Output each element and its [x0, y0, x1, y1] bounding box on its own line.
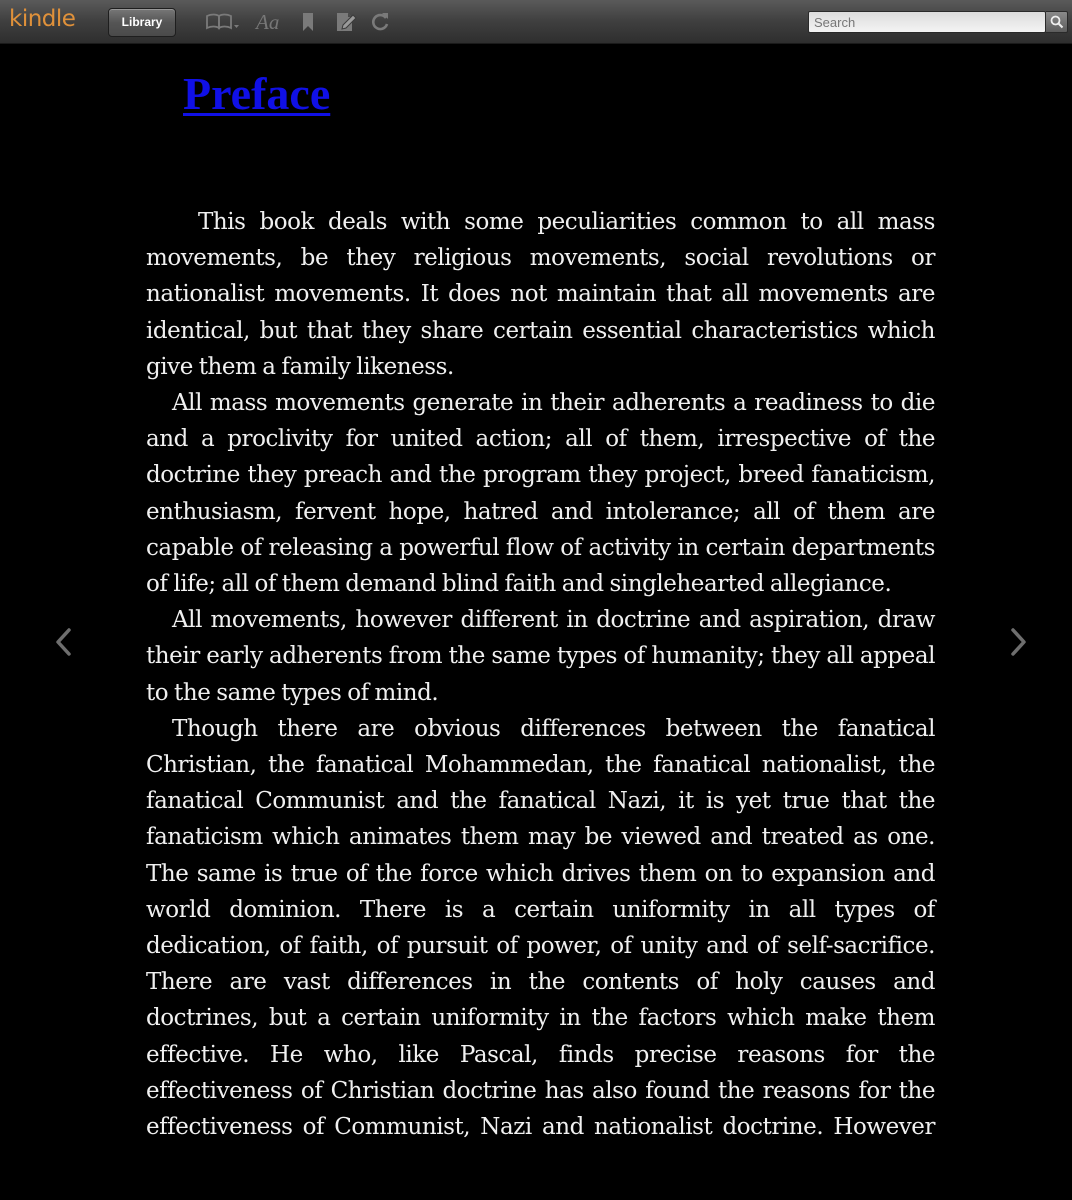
search-button[interactable] — [1046, 11, 1068, 33]
paragraph: All movements, however different in doctrine and aspiration, draw their early adherents from the same types of humanity; they all appeal to the same types of mind. — [146, 607, 935, 706]
font-size-icon[interactable]: Aa — [256, 10, 280, 34]
book-open-icon[interactable] — [205, 11, 241, 33]
toolbar — [0, 0, 1072, 44]
search-input[interactable] — [808, 11, 1046, 33]
previous-page-icon[interactable] — [49, 624, 79, 660]
reading-pane[interactable] — [0, 44, 1072, 1200]
bookmark-icon[interactable] — [301, 11, 315, 33]
library-button[interactable]: Library — [108, 8, 176, 37]
page-text — [146, 204, 935, 1145]
paragraph: All mass movements generate in their adherents a readiness to die and a proclivity for united action; all of them, irrespective of the doctrine they preach and the program they project, breed fanaticism, enthusiasm, fervent hope, hatred and intolerance; all of them are capable of releasing a powerful flow of activity in certain departments of life; all of them demand blind faith and singlehearted allegiance. — [146, 390, 935, 598]
chapter-title-link[interactable]: Preface — [183, 68, 331, 119]
paragraph: Though there are obvious differences between the fanatical Christian, the fanatical Mohammedan, the fanatical nationalist, the fanatical Communist and the fanatical Nazi, it is yet true that the fanaticism which animates them may be viewed and treated as one. The same is true of the force which drives them on to expansion and world dominion. There is a certain uniformity in all types of dedication, of faith, of pursuit of power, of unity and of self-sacrifice. There are vast differences in the contents of holy causes and doctrines, but a certain uniformity in the factors which make them effective. He who, like Pascal, finds precise reasons for the effectiveness of Christian doctrine has also found the reasons for the effectiveness of Communist, Nazi and nationalist doctrine. However — [146, 715, 935, 1141]
next-page-icon[interactable] — [1003, 624, 1033, 660]
notes-icon[interactable] — [335, 11, 357, 33]
sync-icon[interactable] — [369, 11, 391, 33]
kindle-logo: kindle — [9, 6, 76, 32]
search-icon — [1050, 15, 1064, 29]
paragraph: This book deals with some peculiarities common to all mass movements, be they religious movements, social revolutions or nationalist movements. It does not maintain that all movements are identical, but that they share certain essential characteristics which give them a family likeness. — [146, 209, 935, 380]
